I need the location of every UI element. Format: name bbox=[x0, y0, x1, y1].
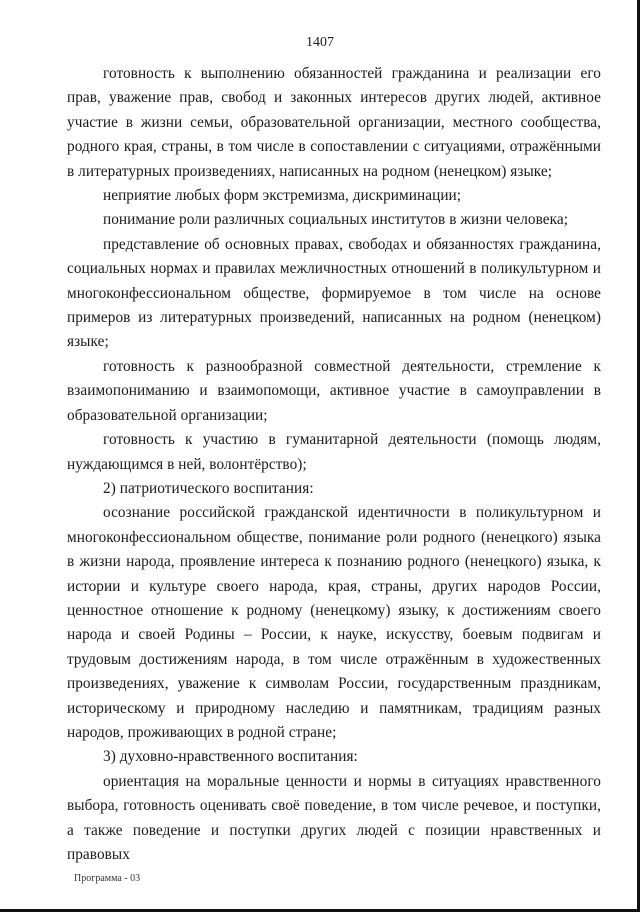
paragraph-civic-duty: готовность к выполнению обязанностей гражданина и реализации его прав, уважение прав, свобод и законных интересов других людей, активное участие в жизни семьи, образовательной организации, местного сообщества, родного края, страны, в том числе в сопоставлении с ситуациями, отражёнными в литературных произведениях, написанных на родном (ненецком) языке; bbox=[67, 65, 601, 180]
paragraph-joint-activity: готовность к разнообразной совместной деятельности, стремление к взаимопониманию и взаимопомощи, активное участие в самоуправлении в образовательной организации; bbox=[67, 357, 601, 424]
page-footer: Программа - 03 bbox=[74, 873, 141, 884]
section-heading-patriotic: 2) патриотического воспитания: bbox=[103, 479, 314, 497]
paragraph-moral-values: ориентация на моральные ценности и нормы в ситуациях нравственного выбора, готовность оценивать своё поведение, в том числе речевое, и поступки, а также поведение и поступки других людей с позиции нравственных и правовых bbox=[67, 772, 601, 863]
paragraph-volunteering: готовность к участию в гуманитарной деятельности (помощь людям, нуждающимся в ней, волонтёрство); bbox=[67, 431, 601, 473]
paragraph-social-institutions: понимание роли различных социальных институтов в жизни человека; bbox=[103, 211, 569, 229]
paragraph-rights-and-duties: представление об основных правах, свободах и обязанностях гражданина, социальных нормах и правилах межличностных отношений в поликультурном и многоконфессиональном обществе, формируемое в том числе на основе примеров из литературных произведений, написанных на родном (ненецком) языке; bbox=[67, 235, 601, 351]
paragraph-russian-identity: осознание российской гражданской идентичности в поликультурном и многоконфессиональном обществе, понимание роли родного (ненецкого) языка в жизни народа, проявление интереса к познанию родного (ненецкого) языка, к истории и культуре своего народа, края, страны, других народов России, ценностное отношение к родному (ненецкому) языку, к достижениям своего народа и своей Родины – России, к науке, искусству, боевым подвигам и трудовым достижениям народа, в том числе отражённым в художественных произведениях, уважение к символам России, государственным праздникам, историческому и природному наследию и памятникам, традициям разных народов, проживающих в родной стране; bbox=[67, 504, 601, 741]
document-body bbox=[67, 62, 601, 867]
page-number: 1407 bbox=[306, 35, 334, 50]
section-heading-moral: 3) духовно-нравственного воспитания: bbox=[103, 748, 358, 766]
paragraph-anti-extremism: неприятие любых форм экстремизма, дискриминации; bbox=[103, 187, 462, 205]
